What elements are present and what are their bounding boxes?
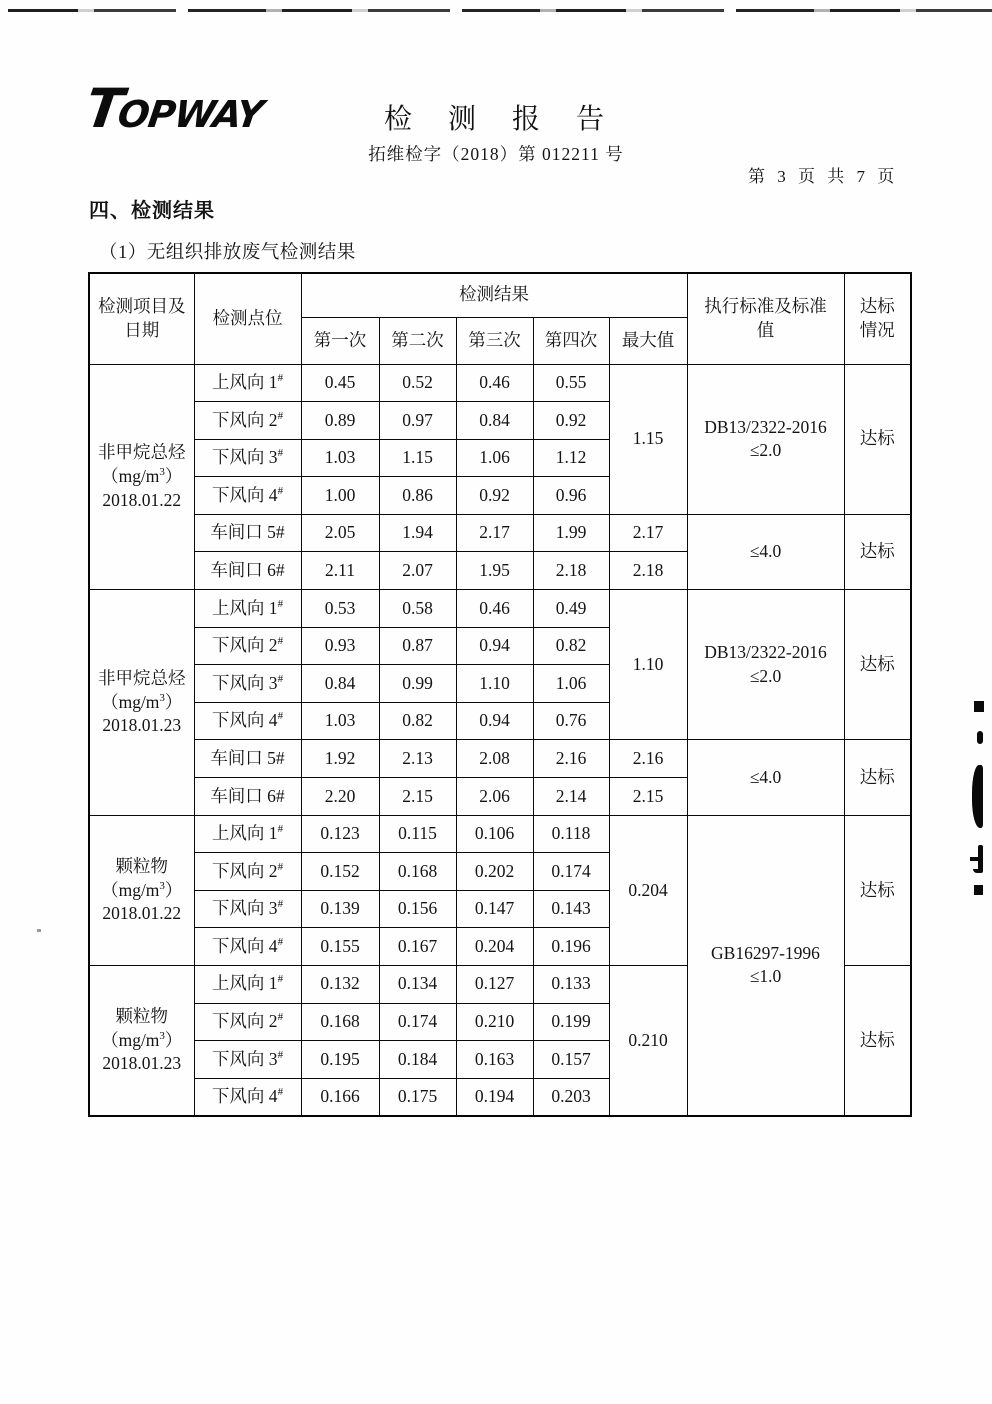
- col-header-run-1: 第一次: [301, 317, 379, 364]
- scan-artifact: [977, 731, 983, 744]
- max-value-cell: 1.10: [609, 590, 687, 740]
- item-date: 2018.01.23: [102, 715, 182, 736]
- value-cell: 0.167: [379, 928, 456, 966]
- value-cell: 0.199: [533, 1003, 609, 1041]
- scan-artifact: [974, 885, 983, 895]
- value-cell: 2.05: [301, 514, 379, 552]
- col-header-compliance-line2: 情况: [859, 319, 895, 340]
- point-cell: 下风向 3#: [194, 439, 301, 477]
- value-cell: 1.03: [301, 439, 379, 477]
- section-heading: 四、检测结果: [89, 200, 215, 222]
- value-cell: 0.184: [379, 1041, 456, 1079]
- page-number: 第 3 页 共 7 页: [748, 167, 899, 186]
- col-header-item-line1: 检测项目及: [98, 296, 186, 317]
- item-name: 颗粒物: [115, 1006, 168, 1026]
- report-number: 拓维检字（2018）第 012211 号: [368, 144, 624, 164]
- col-header-standard-line1: 执行标准及标准: [704, 296, 827, 317]
- header-row-1: [89, 273, 911, 317]
- col-header-run-4: 第四次: [533, 317, 609, 364]
- col-header-standard-line2: 值: [756, 319, 775, 340]
- value-cell: 1.00: [301, 477, 379, 515]
- scan-artifact: [37, 929, 41, 932]
- item-unit: $(mg/m^3)$: [101, 1029, 183, 1050]
- value-cell: 0.174: [533, 853, 609, 891]
- col-header-item-line2: 日期: [124, 319, 160, 340]
- value-cell: 0.132: [301, 966, 379, 1004]
- value-cell: 2.07: [379, 552, 456, 590]
- value-cell: 2.06: [456, 778, 533, 816]
- table-row: [89, 815, 911, 853]
- value-cell: 0.134: [379, 966, 456, 1004]
- point-cell: 下风向 2#: [194, 1003, 301, 1041]
- max-value-cell: 2.16: [609, 740, 687, 778]
- value-cell: 0.82: [379, 702, 456, 740]
- point-cell: 下风向 2#: [194, 853, 301, 891]
- standard-cell: DB13/2322-2016 ≤2.0: [687, 590, 844, 740]
- subsection-heading: （1）无组织排放废气检测结果: [99, 243, 356, 263]
- value-cell: 2.14: [533, 778, 609, 816]
- value-cell: 0.194: [456, 1078, 533, 1116]
- point-cell: 上风向 1#: [194, 966, 301, 1004]
- value-cell: 0.156: [379, 890, 456, 928]
- value-cell: 1.03: [301, 702, 379, 740]
- col-header-max: 最大值: [609, 317, 687, 364]
- value-cell: 0.168: [379, 853, 456, 891]
- value-cell: 0.58: [379, 590, 456, 628]
- value-cell: 0.46: [456, 590, 533, 628]
- value-cell: 1.99: [533, 514, 609, 552]
- results-table: [88, 272, 912, 1117]
- value-cell: 0.96: [533, 477, 609, 515]
- value-cell: 1.10: [456, 665, 533, 703]
- col-header-result-group: 检测结果: [301, 273, 687, 317]
- col-header-point: 检测点位: [194, 273, 301, 364]
- compliance-cell: 达标: [844, 815, 911, 965]
- max-value-cell: 1.15: [609, 364, 687, 514]
- compliance-cell: 达标: [844, 590, 911, 740]
- value-cell: 0.204: [456, 928, 533, 966]
- value-cell: 0.147: [456, 890, 533, 928]
- value-cell: 0.45: [301, 364, 379, 402]
- value-cell: 1.94: [379, 514, 456, 552]
- col-header-run-2: 第二次: [379, 317, 456, 364]
- compliance-cell: 达标: [844, 514, 911, 589]
- point-cell: 下风向 2#: [194, 627, 301, 665]
- value-cell: 0.99: [379, 665, 456, 703]
- point-cell: 车间口 5#: [194, 740, 301, 778]
- value-cell: 0.123: [301, 815, 379, 853]
- point-cell: 车间口 5#: [194, 514, 301, 552]
- table-row: [89, 364, 911, 402]
- value-cell: 0.133: [533, 966, 609, 1004]
- table-row: [89, 740, 911, 778]
- value-cell: 2.16: [533, 740, 609, 778]
- scan-artifact-top-line: [8, 9, 992, 12]
- value-cell: 0.93: [301, 627, 379, 665]
- max-value-cell: 0.204: [609, 815, 687, 965]
- col-header-item-date: [89, 273, 194, 364]
- value-cell: 0.46: [456, 364, 533, 402]
- value-cell: 2.17: [456, 514, 533, 552]
- point-cell: 下风向 4#: [194, 1078, 301, 1116]
- value-cell: 2.20: [301, 778, 379, 816]
- value-cell: 0.195: [301, 1041, 379, 1079]
- scan-artifact: [974, 701, 984, 712]
- table-row: [89, 590, 911, 628]
- value-cell: 0.97: [379, 402, 456, 440]
- point-cell: 下风向 3#: [194, 1041, 301, 1079]
- value-cell: 2.08: [456, 740, 533, 778]
- value-cell: 0.139: [301, 890, 379, 928]
- value-cell: 0.166: [301, 1078, 379, 1116]
- point-cell: 下风向 3#: [194, 890, 301, 928]
- value-cell: 0.155: [301, 928, 379, 966]
- value-cell: 0.94: [456, 627, 533, 665]
- point-cell: 下风向 4#: [194, 928, 301, 966]
- table-row: [89, 514, 911, 552]
- item-cell-nmhc-0122: [89, 364, 194, 590]
- value-cell: 0.143: [533, 890, 609, 928]
- compliance-cell: 达标: [844, 364, 911, 514]
- value-cell: 0.174: [379, 1003, 456, 1041]
- value-cell: 0.203: [533, 1078, 609, 1116]
- point-cell: 下风向 4#: [194, 477, 301, 515]
- value-cell: 1.92: [301, 740, 379, 778]
- value-cell: 1.95: [456, 552, 533, 590]
- item-unit: $(mg/m^3)$: [101, 691, 183, 712]
- item-date: 2018.01.22: [102, 489, 182, 510]
- value-cell: 0.106: [456, 815, 533, 853]
- value-cell: 0.76: [533, 702, 609, 740]
- value-cell: 0.86: [379, 477, 456, 515]
- scan-artifact: [970, 857, 979, 861]
- col-header-run-3: 第三次: [456, 317, 533, 364]
- max-value-cell: 0.210: [609, 966, 687, 1116]
- point-cell: 下风向 2#: [194, 402, 301, 440]
- value-cell: 1.15: [379, 439, 456, 477]
- value-cell: 0.175: [379, 1078, 456, 1116]
- value-cell: 0.168: [301, 1003, 379, 1041]
- value-cell: 2.15: [379, 778, 456, 816]
- standard-cell: ≤4.0: [687, 514, 844, 589]
- point-cell: 上风向 1#: [194, 815, 301, 853]
- scan-artifact: [972, 765, 983, 828]
- value-cell: 1.06: [533, 665, 609, 703]
- item-cell-pm-0122: [89, 815, 194, 965]
- value-cell: 0.94: [456, 702, 533, 740]
- item-name: 非甲烷总烃: [98, 442, 186, 463]
- value-cell: 0.53: [301, 590, 379, 628]
- value-cell: 0.89: [301, 402, 379, 440]
- value-cell: 0.115: [379, 815, 456, 853]
- item-name: 非甲烷总烃: [98, 667, 186, 688]
- standard-cell: DB13/2322-2016 ≤2.0: [687, 364, 844, 514]
- value-cell: 2.18: [533, 552, 609, 590]
- point-cell: 下风向 3#: [194, 665, 301, 703]
- compliance-cell: 达标: [844, 966, 911, 1116]
- item-date: 2018.01.23: [102, 1053, 182, 1074]
- value-cell: 0.163: [456, 1041, 533, 1079]
- point-cell: 下风向 4#: [194, 702, 301, 740]
- value-cell: 0.157: [533, 1041, 609, 1079]
- standard-cell: ≤4.0: [687, 740, 844, 815]
- value-cell: 0.92: [456, 477, 533, 515]
- item-cell-nmhc-0123: [89, 590, 194, 816]
- logo-letter-t: T: [81, 77, 124, 140]
- point-cell: 上风向 1#: [194, 590, 301, 628]
- item-unit: $(mg/m^3)$: [101, 465, 183, 486]
- compliance-cell: 达标: [844, 740, 911, 815]
- value-cell: 0.49: [533, 590, 609, 628]
- value-cell: 0.84: [301, 665, 379, 703]
- value-cell: 0.202: [456, 853, 533, 891]
- value-cell: 0.87: [379, 627, 456, 665]
- value-cell: 0.118: [533, 815, 609, 853]
- value-cell: 0.152: [301, 853, 379, 891]
- standard-cell: GB16297-1996 ≤1.0: [687, 815, 844, 1116]
- value-cell: 2.13: [379, 740, 456, 778]
- max-value-cell: 2.18: [609, 552, 687, 590]
- max-value-cell: 2.15: [609, 778, 687, 816]
- value-cell: 0.82: [533, 627, 609, 665]
- item-date: 2018.01.22: [102, 903, 182, 924]
- logo-letters-rest: OPWAY: [115, 93, 266, 136]
- item-unit: $(mg/m^3)$: [101, 879, 183, 900]
- value-cell: 0.84: [456, 402, 533, 440]
- item-cell-pm-0123: [89, 966, 194, 1116]
- value-cell: 1.06: [456, 439, 533, 477]
- col-header-compliance: [844, 273, 911, 364]
- value-cell: 2.11: [301, 552, 379, 590]
- value-cell: 1.12: [533, 439, 609, 477]
- point-cell: 车间口 6#: [194, 778, 301, 816]
- report-title: 检 测 报 告: [383, 104, 608, 135]
- value-cell: 0.210: [456, 1003, 533, 1041]
- col-header-compliance-line1: 达标: [859, 296, 895, 317]
- point-cell: 上风向 1#: [194, 364, 301, 402]
- item-name: 颗粒物: [115, 855, 168, 876]
- value-cell: 0.52: [379, 364, 456, 402]
- point-cell: 车间口 6#: [194, 552, 301, 590]
- value-cell: 0.127: [456, 966, 533, 1004]
- value-cell: 0.92: [533, 402, 609, 440]
- value-cell: 0.55: [533, 364, 609, 402]
- col-header-standard: [687, 273, 844, 364]
- value-cell: 0.196: [533, 928, 609, 966]
- max-value-cell: 2.17: [609, 514, 687, 552]
